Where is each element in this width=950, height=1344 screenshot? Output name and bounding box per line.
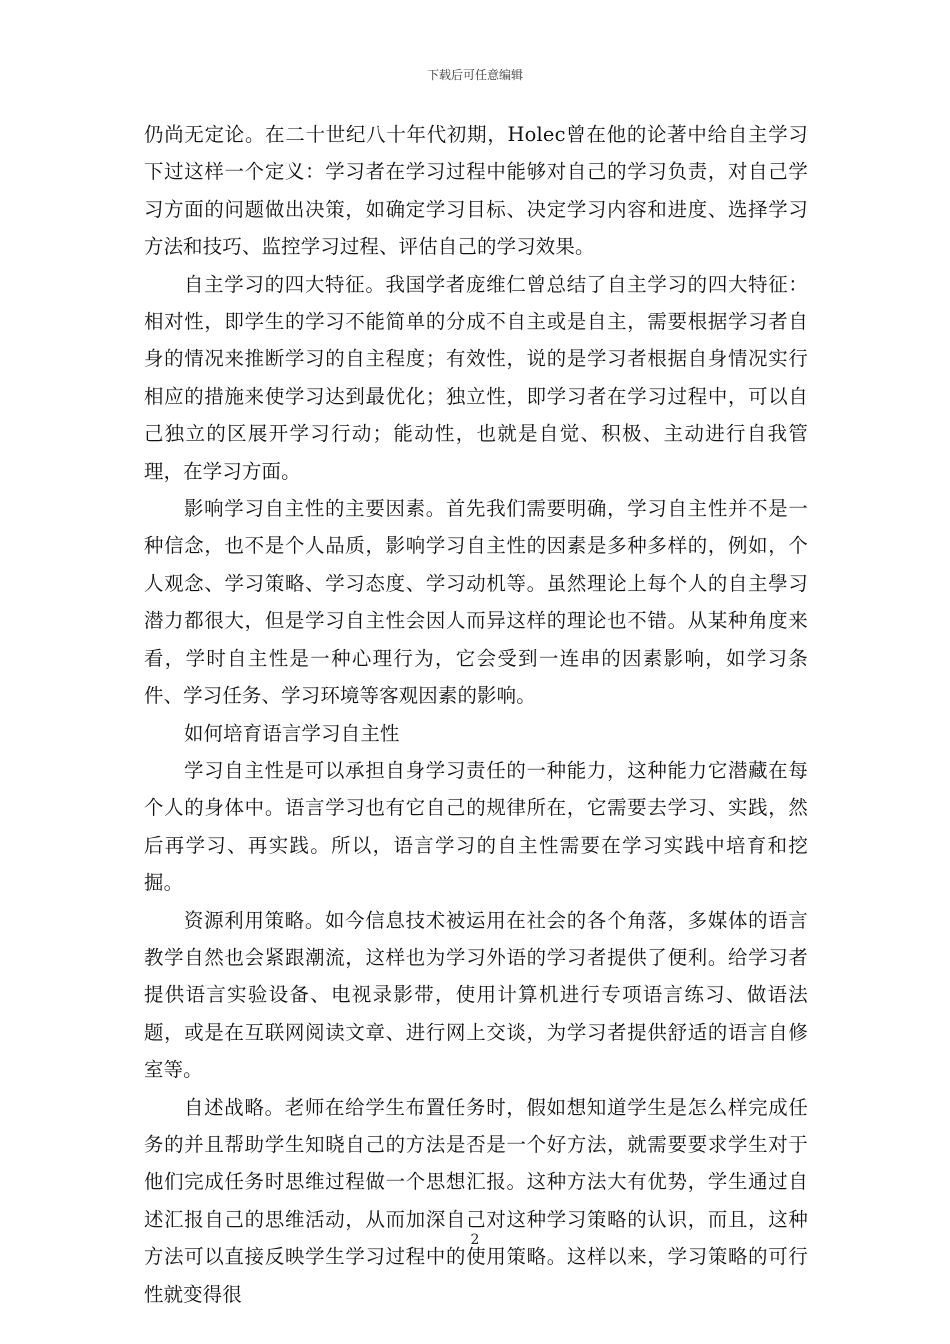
page-number: 2 [470, 1232, 480, 1248]
paragraph-influencing-factors: 影响学习自主性的主要因素。首先我们需要明确，学习自主性并不是一种信念，也不是个人品质，影响学习自主性的因素是多种多样的，例如，个人观念、学习策略、学习态度、学习动机等。虽然理论上每个人的自主學习潜力都很大，但是学习自主性会因人而异这样的理论也不错。从某种角度来看，学时自主性是一种心理行为，它会受到一连串的因素影响，如学习条件、学习任务、学习环境等客观因素的影响。 [144, 497, 808, 708]
paragraph-self-report-strategy: 自述战略。老师在给学生布置任务时，假如想知道学生是怎么样完成任务的并且帮助学生知晓自己的方法是否是一个好方法，就需要要求学生对于他们完成任务时思维过程做一个思想汇报。这种方法大有优势，学生通过自述汇报自己的思维活动，从而加深自己对这种学习策略的认识，而且，这种方法可以直接反映学生学习过程中的使用策略。这样以来，学习策略的可行性就变得很 [144, 1095, 808, 1306]
paragraph-autonomy-ability: 学习自主性是可以承担自身学习责任的一种能力，这种能力它潜藏在每个人的身体中。语言学习也有它自己的规律所在，它需要去学习、实践，然后再学习、再实践。所以，语言学习的自主性需要在学习实践中培育和挖掘。 [144, 758, 808, 895]
section-heading-cultivation: 如何培育语言学习自主性 [184, 721, 400, 745]
document-body [144, 116, 808, 1313]
paragraph-resource-strategy: 资源利用策略。如今信息技术被运用在社会的各个角落，多媒体的语言教学自然也会紧跟潮流，这样也为学习外语的学习者提供了便利。给学习者提供语言实验设备、电视录影带，使用计算机进行专项语言练习、做语法题，或是在互联网阅读文章、进行网上交谈，为学习者提供舒适的语言自修室等。 [144, 908, 808, 1082]
paragraph-continued-definition: 仍尚无定论。在二十世纪八十年代初期，Holec曾在他的论著中给自主学习下过这样一个定义：学习者在学习过程中能够对自己的学习负责，对自己学习方面的问题做出决策，如确定学习目标、决定学习内容和进度、选择学习方法和技巧、监控学习过程、评估自己的学习效果。 [144, 123, 808, 259]
page-header: 下载后可任意编辑 [426, 68, 523, 82]
paragraph-four-features: 自主学习的四大特征。我国学者庞维仁曾总结了自主学习的四大特征：相对性，即学生的学习不能简单的分成不自主或是自主，需要根据学习者自身的情况来推断学习的自主程度；有效性，说的是学习者根据自身情况实行相应的措施来使学习达到最优化；独立性，即学习者在学习过程中，可以自己独立的区展开学习行动；能动性，也就是自觉、积极、主动进行自我管理，在学习方面。 [144, 272, 808, 483]
